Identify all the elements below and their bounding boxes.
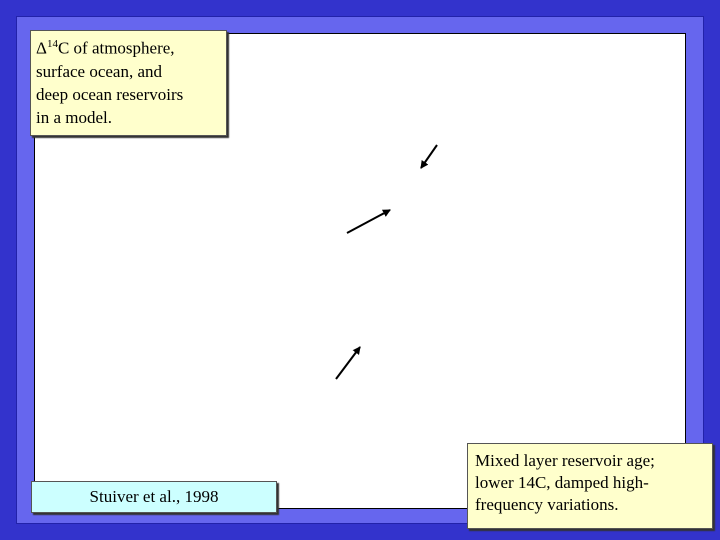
note-line-1: Mixed layer reservoir age; xyxy=(475,451,655,470)
caption-box xyxy=(30,30,227,136)
caption-line-1 xyxy=(36,33,226,60)
caption-line-3: deep ocean reservoirs xyxy=(36,84,184,104)
caption-line-4: in a model. xyxy=(36,107,113,127)
caption-line-1-rest: C of atmosphere, xyxy=(57,38,175,58)
citation-text: Stuiver et al., 1998 xyxy=(89,487,219,506)
caption-superscript: 14 xyxy=(46,38,58,50)
note-box xyxy=(467,443,713,529)
note-line-2: lower 14C, damped high- xyxy=(475,473,649,492)
delta-symbol: Δ xyxy=(36,38,47,58)
citation-box xyxy=(31,481,277,513)
caption-line-2: surface ocean, and xyxy=(36,61,163,81)
note-line-3: frequency variations. xyxy=(475,495,619,514)
